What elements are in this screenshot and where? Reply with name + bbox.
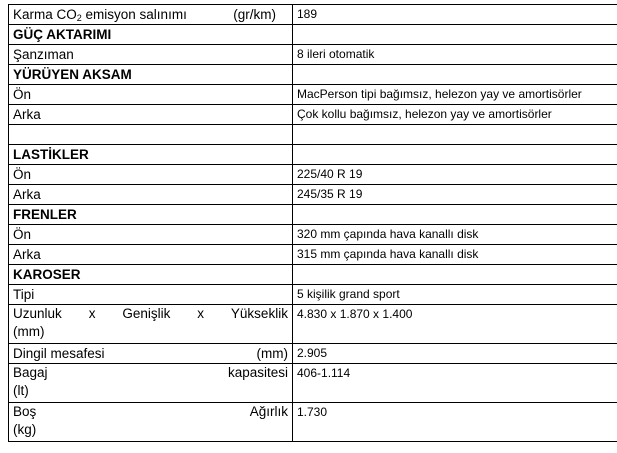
boyut-word-x1: x bbox=[88, 306, 96, 321]
table-row-tipi bbox=[9, 285, 617, 305]
tipi-value: 5 kişilik grand sport bbox=[293, 285, 617, 305]
bagaj-word-kapasitesi: kapasitesi bbox=[227, 365, 288, 380]
table-row-fren-on bbox=[9, 225, 617, 245]
bos-value: 1.730 bbox=[293, 403, 617, 442]
table-row-yuruyen-on bbox=[9, 85, 617, 105]
bagaj-value: 406-1.114 bbox=[293, 364, 617, 403]
co2-label: Karma $CO_2$ emisyon salınımı bbox=[13, 7, 187, 23]
table-row-bos-agirlik bbox=[9, 403, 617, 442]
section-empty-cell bbox=[293, 65, 617, 85]
table-row-co2 bbox=[9, 5, 617, 25]
section-empty-cell bbox=[293, 145, 617, 165]
boyut-word-x2: x bbox=[197, 306, 205, 321]
empty-cell bbox=[9, 125, 293, 145]
yuruyen-arka-value: Çok kollu bağımsız, helezon yay ve amortisörler bbox=[293, 105, 617, 125]
section-row-frenler bbox=[9, 205, 617, 225]
bos-unit: (kg) bbox=[13, 422, 37, 437]
fren-on-value: 320 mm çapında hava kanallı disk bbox=[293, 225, 617, 245]
table-row-fren-arka bbox=[9, 245, 617, 265]
table-row-sanziman bbox=[9, 45, 617, 65]
section-row-yuruyen-aksam bbox=[9, 65, 617, 85]
table-row-yuruyen-arka bbox=[9, 105, 617, 125]
fren-arka-value: 315 mm çapında hava kanallı disk bbox=[293, 245, 617, 265]
section-row-guc-aktarimi bbox=[9, 25, 617, 45]
section-title-karoser: KAROSER bbox=[9, 265, 293, 285]
table-row-boyut bbox=[9, 305, 617, 344]
section-row-lastikler bbox=[9, 145, 617, 165]
boyut-unit: (mm) bbox=[13, 324, 45, 339]
bagaj-word-bagaj: Bagaj bbox=[13, 365, 48, 380]
sanziman-label: Şanzıman bbox=[9, 45, 293, 65]
table-row-lastik-on bbox=[9, 165, 617, 185]
section-row-karoser bbox=[9, 265, 617, 285]
co2-label-cell bbox=[9, 5, 293, 25]
section-empty-cell bbox=[293, 25, 617, 45]
lastik-arka-value: 245/35 R 19 bbox=[293, 185, 617, 205]
fren-on-label: Ön bbox=[9, 225, 293, 245]
dingil-label: Dingil mesafesi bbox=[13, 346, 105, 361]
dingil-label-cell bbox=[9, 344, 293, 364]
empty-cell bbox=[293, 125, 617, 145]
boyut-word-uzunluk: Uzunluk bbox=[13, 306, 62, 321]
dingil-value: 2.905 bbox=[293, 344, 617, 364]
table-row-lastik-arka bbox=[9, 185, 617, 205]
co2-unit: (gr/km) bbox=[233, 7, 276, 22]
table-row-dingil bbox=[9, 344, 617, 364]
table-row-empty bbox=[9, 125, 617, 145]
bagaj-label bbox=[9, 364, 293, 403]
fren-arka-label: Arka bbox=[9, 245, 293, 265]
dingil-unit: (mm) bbox=[256, 346, 288, 361]
bos-word-bos: Boş bbox=[13, 404, 37, 419]
section-title-guc-aktarimi: GÜÇ AKTARIMI bbox=[9, 25, 293, 45]
section-empty-cell bbox=[293, 205, 617, 225]
bos-word-agirlik: Ağırlık bbox=[249, 404, 288, 419]
lastik-arka-label: Arka bbox=[9, 185, 293, 205]
section-title-lastikler: LASTİKLER bbox=[9, 145, 293, 165]
boyut-word-yukseklik: Yükseklik bbox=[230, 306, 288, 321]
bos-label bbox=[9, 403, 293, 442]
boyut-value: 4.830 x 1.870 x 1.400 bbox=[293, 305, 617, 344]
boyut-label bbox=[9, 305, 293, 344]
section-title-frenler: FRENLER bbox=[9, 205, 293, 225]
section-empty-cell bbox=[293, 265, 617, 285]
spec-sheet bbox=[8, 4, 611, 442]
co2-value: 189 bbox=[293, 5, 617, 25]
lastik-on-value: 225/40 R 19 bbox=[293, 165, 617, 185]
section-title-yuruyen-aksam: YÜRÜYEN AKSAM bbox=[9, 65, 293, 85]
yuruyen-on-value: MacPerson tipi bağımsız, helezon yay ve amortisörler bbox=[293, 85, 617, 105]
bagaj-unit: (lt) bbox=[13, 383, 29, 398]
yuruyen-arka-label: Arka bbox=[9, 105, 293, 125]
lastik-on-label: Ön bbox=[9, 165, 293, 185]
yuruyen-on-label: Ön bbox=[9, 85, 293, 105]
table-row-bagaj bbox=[9, 364, 617, 403]
spec-table bbox=[8, 4, 617, 442]
sanziman-value: 8 ileri otomatik bbox=[293, 45, 617, 65]
boyut-word-genislik: Genişlik bbox=[122, 306, 171, 321]
tipi-label: Tipi bbox=[9, 285, 293, 305]
